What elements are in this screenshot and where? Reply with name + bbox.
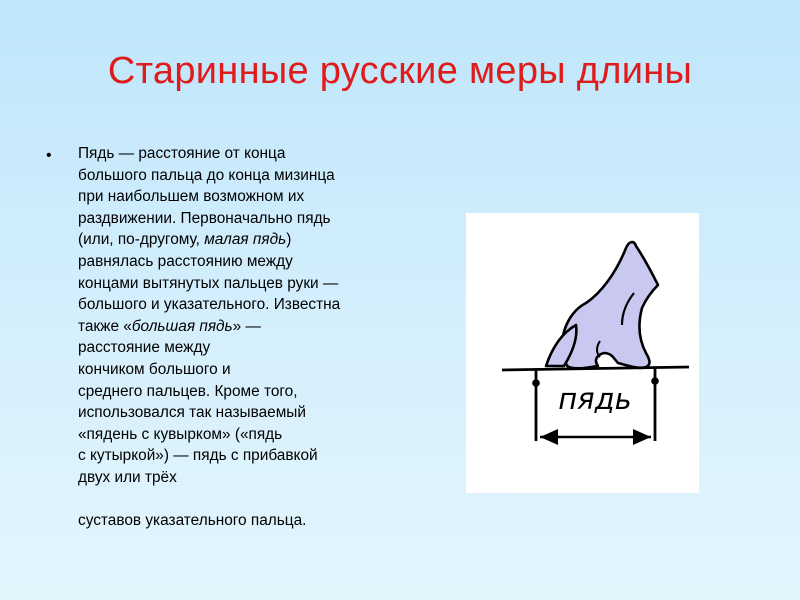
text-line — [78, 229, 398, 251]
text-line: с кутыркой») — пядь с прибавкой — [78, 447, 318, 465]
bullet-paragraph — [78, 143, 398, 532]
text-line: при наибольшем возможном их — [78, 188, 305, 206]
text-line: большого и указательного. Известна — [78, 296, 341, 314]
text-line: суставов указательного пальца. — [78, 512, 307, 530]
text-line: кончиком большого и — [78, 360, 231, 378]
text-line: двух или трёх — [78, 468, 177, 486]
text-line: среднего пальцев. Кроме того, — [78, 382, 298, 400]
italic-term-small-span: малая пядь — [204, 231, 287, 249]
text-segment: также « — [78, 317, 132, 335]
italic-term-large-span: большая пядь — [131, 317, 233, 335]
span-point-right — [651, 377, 659, 385]
text-segment: ) — [286, 231, 292, 249]
text-line: расстояние между — [78, 339, 211, 357]
ground-line — [502, 367, 689, 370]
text-line: использовался так называемый — [78, 404, 306, 422]
text-line: концами вытянутых пальцев руки — — [78, 274, 339, 292]
bullet-marker: • — [46, 147, 52, 164]
span-label: пядь — [558, 382, 632, 416]
text-line: равнялась расстоянию между — [78, 252, 293, 270]
text-line: раздвижении. Первоначально пядь — [78, 209, 331, 227]
slide-title: Старинные русские меры длины — [107, 50, 693, 92]
text-line: «пядень с кувырком» («пядь — [78, 425, 283, 443]
text-segment: » — — [232, 317, 261, 335]
text-line — [78, 316, 398, 338]
span-arrowhead-right — [633, 429, 651, 445]
span-arrowhead-left — [540, 429, 558, 445]
span-measure-illustration — [466, 213, 699, 493]
paragraph-gap — [78, 489, 398, 511]
text-line: Пядь — расстояние от конца — [78, 145, 286, 162]
text-line: большого пальца до конца мизинца — [78, 166, 335, 184]
hand-shape — [562, 242, 658, 368]
text-segment: (или, по-другому, — [78, 231, 205, 249]
hand-span-drawing — [466, 213, 699, 493]
span-point-left — [532, 379, 540, 387]
